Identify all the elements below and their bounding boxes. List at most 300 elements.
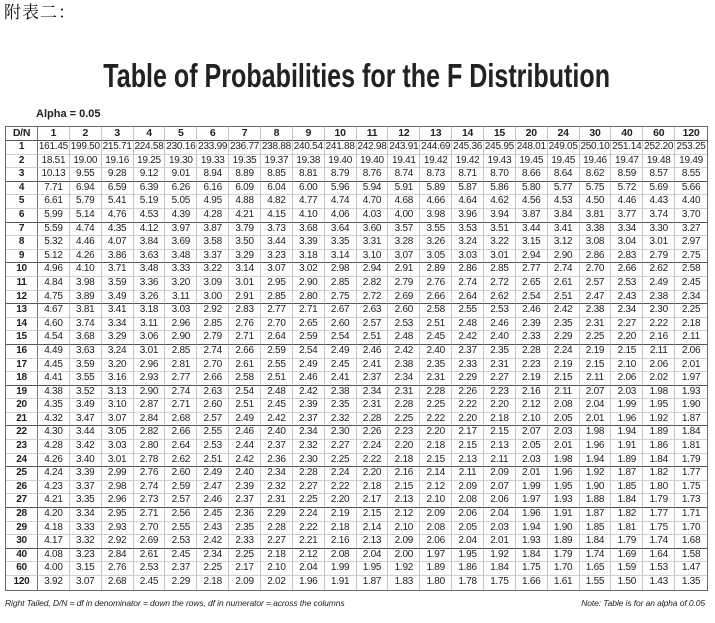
table-cell: 2.48 — [388, 331, 420, 345]
table-cell: 2.99 — [102, 467, 134, 481]
table-cell: 1.92 — [388, 562, 420, 576]
table-cell: 3.24 — [452, 236, 484, 250]
table-cell: 2.69 — [134, 535, 166, 549]
table-cell: 1.97 — [516, 494, 548, 508]
table-cell: 2.85 — [325, 277, 357, 291]
table-cell: 2.34 — [293, 426, 325, 440]
table-cell: 1.50 — [611, 576, 643, 590]
table-cell: 2.24 — [548, 345, 580, 359]
row-header: 18 — [6, 372, 38, 386]
column-header: 10 — [325, 127, 357, 141]
table-cell: 2.91 — [229, 291, 261, 305]
table-cell: 2.47 — [580, 291, 612, 305]
table-cell: 5.66 — [675, 182, 707, 196]
table-cell: 2.71 — [134, 508, 166, 522]
table-cell: 2.38 — [325, 386, 357, 400]
table-cell: 2.97 — [675, 236, 707, 250]
table-cell: 3.69 — [165, 236, 197, 250]
table-cell: 4.77 — [293, 195, 325, 209]
table-cell: 2.49 — [229, 413, 261, 427]
table-cell: 3.73 — [261, 223, 293, 237]
table-cell: 6.04 — [261, 182, 293, 196]
table-cell: 1.95 — [357, 562, 389, 576]
table-cell: 4.38 — [38, 386, 70, 400]
table-cell: 4.82 — [261, 195, 293, 209]
table-cell: 8.55 — [675, 168, 707, 182]
footnote-left: Right Tailed, D/N = df in denominator = down the rows, df in numerator = across the columns — [5, 598, 345, 608]
table-cell: 3.31 — [357, 236, 389, 250]
table-cell: 2.77 — [516, 263, 548, 277]
table-cell: 1.96 — [548, 467, 580, 481]
table-cell: 2.23 — [388, 426, 420, 440]
table-cell: 1.93 — [516, 535, 548, 549]
table-cell: 6.26 — [165, 182, 197, 196]
table-cell: 2.29 — [261, 508, 293, 522]
table-cell: 2.01 — [516, 467, 548, 481]
table-cell: 1.87 — [675, 413, 707, 427]
table-cell: 4.43 — [643, 195, 675, 209]
table-cell: 3.59 — [70, 359, 102, 373]
table-cell: 2.76 — [420, 277, 452, 291]
table-cell: 3.39 — [293, 236, 325, 250]
table-cell: 4.21 — [229, 209, 261, 223]
table-cell: 8.64 — [548, 168, 580, 182]
table-cell: 3.01 — [229, 277, 261, 291]
table-cell: 4.54 — [38, 331, 70, 345]
row-header: 23 — [6, 440, 38, 454]
table-cell: 2.42 — [452, 331, 484, 345]
table-cell: 1.66 — [516, 576, 548, 590]
table-cell: 2.84 — [134, 413, 166, 427]
table-cell: 3.36 — [134, 277, 166, 291]
table-cell: 2.45 — [675, 277, 707, 291]
table-cell: 2.19 — [580, 345, 612, 359]
table-cell: 2.40 — [229, 467, 261, 481]
table-cell: 2.28 — [420, 386, 452, 400]
table-cell: 2.56 — [165, 508, 197, 522]
table-cell: 4.15 — [261, 209, 293, 223]
table-cell: 8.79 — [325, 168, 357, 182]
table-cell: 249.05 — [548, 141, 580, 155]
table-cell: 6.39 — [134, 182, 166, 196]
table-cell: 3.00 — [197, 291, 229, 305]
column-header: 20 — [516, 127, 548, 141]
table-cell: 2.89 — [420, 263, 452, 277]
table-cell: 2.62 — [165, 454, 197, 468]
table-cell: 2.70 — [134, 522, 166, 536]
table-cell: 3.03 — [165, 304, 197, 318]
table-cell: 2.34 — [357, 386, 389, 400]
table-cell: 2.38 — [580, 304, 612, 318]
table-cell: 2.07 — [580, 386, 612, 400]
table-cell: 5.89 — [420, 182, 452, 196]
table-cell: 2.15 — [452, 440, 484, 454]
table-cell: 1.90 — [548, 522, 580, 536]
column-header: 1 — [38, 127, 70, 141]
table-cell: 2.85 — [197, 318, 229, 332]
table-cell: 3.47 — [70, 413, 102, 427]
table-cell: 3.15 — [516, 236, 548, 250]
table-cell: 2.54 — [516, 291, 548, 305]
table-cell: 2.41 — [325, 372, 357, 386]
table-cell: 3.07 — [261, 263, 293, 277]
table-cell: 2.71 — [229, 331, 261, 345]
table-cell: 2.83 — [229, 304, 261, 318]
table-cell: 253.25 — [675, 141, 707, 155]
table-cell: 2.34 — [675, 291, 707, 305]
table-cell: 5.99 — [38, 209, 70, 223]
table-cell: 4.30 — [38, 426, 70, 440]
table-cell: 3.14 — [229, 263, 261, 277]
table-cell: 3.52 — [70, 386, 102, 400]
table-cell: 5.69 — [643, 182, 675, 196]
table-cell: 3.12 — [548, 236, 580, 250]
table-cell: 2.55 — [165, 522, 197, 536]
column-header: 15 — [484, 127, 516, 141]
table-cell: 2.46 — [357, 345, 389, 359]
table-cell: 2.82 — [134, 426, 166, 440]
table-cell: 2.96 — [165, 318, 197, 332]
table-cell: 2.72 — [357, 291, 389, 305]
table-cell: 3.81 — [580, 209, 612, 223]
table-cell: 2.07 — [516, 426, 548, 440]
table-cell: 2.16 — [325, 535, 357, 549]
table-cell: 2.72 — [484, 277, 516, 291]
table-cell: 2.24 — [293, 508, 325, 522]
table-cell: 2.64 — [261, 331, 293, 345]
table-cell: 5.91 — [388, 182, 420, 196]
table-cell: 3.84 — [134, 236, 166, 250]
table-cell: 3.57 — [388, 223, 420, 237]
table-cell: 1.80 — [420, 576, 452, 590]
table-cell: 4.95 — [197, 195, 229, 209]
table-cell: 2.33 — [229, 535, 261, 549]
table-cell: 1.86 — [643, 440, 675, 454]
table-cell: 1.75 — [675, 481, 707, 495]
table-cell: 2.27 — [611, 318, 643, 332]
table-cell: 2.22 — [325, 481, 357, 495]
table-cell: 1.79 — [548, 549, 580, 563]
row-header: 8 — [6, 236, 38, 250]
table-cell: 4.60 — [38, 318, 70, 332]
table-cell: 1.71 — [675, 508, 707, 522]
table-cell: 3.07 — [70, 576, 102, 590]
table-cell: 4.64 — [452, 195, 484, 209]
table-cell: 3.97 — [165, 223, 197, 237]
table-cell: 8.57 — [643, 168, 675, 182]
table-cell: 248.01 — [516, 141, 548, 155]
table-cell: 8.74 — [388, 168, 420, 182]
column-header: 6 — [197, 127, 229, 141]
table-cell: 3.37 — [197, 250, 229, 264]
table-cell: 2.31 — [357, 399, 389, 413]
table-cell: 4.07 — [102, 236, 134, 250]
table-cell: 19.42 — [420, 155, 452, 169]
table-cell: 2.73 — [134, 494, 166, 508]
table-cell: 199.50 — [70, 141, 102, 155]
corner-header: D/N — [6, 127, 38, 141]
table-cell: 3.92 — [38, 576, 70, 590]
table-cell: 2.96 — [134, 359, 166, 373]
table-cell: 2.12 — [420, 481, 452, 495]
table-cell: 2.40 — [261, 426, 293, 440]
table-cell: 4.21 — [38, 494, 70, 508]
row-header: 21 — [6, 413, 38, 427]
table-cell: 2.17 — [229, 562, 261, 576]
table-cell: 3.55 — [420, 223, 452, 237]
table-cell: 5.75 — [580, 182, 612, 196]
table-cell: 1.74 — [643, 535, 675, 549]
table-cell: 2.85 — [484, 263, 516, 277]
table-cell: 4.68 — [388, 195, 420, 209]
table-cell: 19.40 — [325, 155, 357, 169]
table-cell: 3.01 — [643, 236, 675, 250]
table-cell: 2.49 — [197, 467, 229, 481]
table-cell: 2.64 — [165, 440, 197, 454]
table-cell: 8.62 — [580, 168, 612, 182]
table-cell: 19.47 — [611, 155, 643, 169]
table-cell: 2.57 — [357, 318, 389, 332]
table-cell: 1.92 — [580, 467, 612, 481]
table-cell: 8.94 — [197, 168, 229, 182]
table-cell: 2.45 — [261, 399, 293, 413]
table-cell: 2.37 — [293, 413, 325, 427]
table-cell: 2.74 — [165, 386, 197, 400]
table-cell: 2.85 — [165, 345, 197, 359]
table-cell: 2.09 — [484, 467, 516, 481]
table-cell: 2.90 — [293, 277, 325, 291]
table-cell: 2.38 — [388, 359, 420, 373]
table-cell: 1.90 — [580, 481, 612, 495]
table-cell: 1.75 — [643, 522, 675, 536]
table-cell: 1.85 — [611, 481, 643, 495]
table-cell: 2.40 — [420, 345, 452, 359]
table-cell: 2.59 — [293, 331, 325, 345]
table-cell: 2.38 — [643, 291, 675, 305]
table-cell: 2.45 — [165, 549, 197, 563]
table-cell: 2.95 — [261, 277, 293, 291]
table-cell: 2.24 — [325, 467, 357, 481]
table-cell: 2.25 — [388, 413, 420, 427]
table-cell: 2.32 — [325, 413, 357, 427]
column-header: 24 — [548, 127, 580, 141]
table-cell: 244.69 — [420, 141, 452, 155]
table-cell: 5.79 — [70, 195, 102, 209]
table-cell: 2.59 — [165, 481, 197, 495]
table-cell: 2.74 — [134, 481, 166, 495]
table-cell: 19.00 — [70, 155, 102, 169]
table-cell: 8.59 — [611, 168, 643, 182]
row-header: 14 — [6, 318, 38, 332]
table-cell: 19.45 — [516, 155, 548, 169]
table-cell: 2.39 — [516, 318, 548, 332]
table-cell: 2.20 — [388, 440, 420, 454]
table-cell: 1.78 — [452, 576, 484, 590]
table-cell: 1.84 — [611, 494, 643, 508]
table-cell: 2.23 — [484, 386, 516, 400]
table-cell: 8.76 — [357, 168, 389, 182]
table-cell: 2.75 — [325, 291, 357, 305]
table-cell: 2.18 — [325, 522, 357, 536]
table-cell: 2.77 — [165, 372, 197, 386]
table-cell: 4.74 — [70, 223, 102, 237]
table-cell: 3.59 — [102, 277, 134, 291]
table-cell: 2.45 — [197, 508, 229, 522]
table-cell: 2.06 — [675, 345, 707, 359]
table-cell: 2.98 — [102, 481, 134, 495]
table-cell: 3.35 — [325, 236, 357, 250]
table-cell: 2.67 — [325, 304, 357, 318]
row-header: 10 — [6, 263, 38, 277]
table-cell: 2.37 — [261, 440, 293, 454]
table-cell: 2.28 — [516, 345, 548, 359]
column-header: 9 — [293, 127, 325, 141]
table-cell: 2.48 — [452, 318, 484, 332]
table-cell: 6.00 — [293, 182, 325, 196]
table-cell: 2.59 — [261, 345, 293, 359]
table-cell: 3.84 — [548, 209, 580, 223]
table-cell: 2.85 — [261, 291, 293, 305]
table-cell: 1.75 — [516, 562, 548, 576]
table-cell: 2.25 — [229, 549, 261, 563]
table-cell: 2.74 — [197, 345, 229, 359]
table-cell: 3.53 — [452, 223, 484, 237]
table-cell: 3.48 — [134, 263, 166, 277]
table-cell: 2.19 — [516, 372, 548, 386]
table-cell: 3.41 — [548, 223, 580, 237]
table-cell: 2.79 — [197, 331, 229, 345]
table-cell: 1.98 — [643, 386, 675, 400]
table-cell: 5.86 — [484, 182, 516, 196]
table-cell: 2.49 — [325, 345, 357, 359]
table-cell: 4.03 — [357, 209, 389, 223]
table-cell: 2.22 — [643, 318, 675, 332]
row-header: 22 — [6, 426, 38, 440]
table-cell: 1.97 — [675, 372, 707, 386]
table-cell: 5.19 — [134, 195, 166, 209]
table-cell: 2.76 — [102, 562, 134, 576]
table-cell: 1.80 — [643, 481, 675, 495]
table-cell: 3.03 — [452, 250, 484, 264]
column-header: 14 — [452, 127, 484, 141]
table-cell: 2.84 — [102, 549, 134, 563]
table-cell: 2.08 — [325, 549, 357, 563]
table-cell: 3.34 — [70, 508, 102, 522]
table-cell: 2.71 — [293, 304, 325, 318]
table-cell: 19.33 — [197, 155, 229, 169]
table-cell: 2.40 — [484, 331, 516, 345]
table-cell: 3.79 — [229, 223, 261, 237]
table-cell: 3.01 — [102, 454, 134, 468]
table-cell: 2.33 — [452, 359, 484, 373]
table-cell: 2.35 — [229, 522, 261, 536]
table-cell: 6.09 — [229, 182, 261, 196]
table-cell: 1.47 — [675, 562, 707, 576]
table-cell: 2.25 — [580, 331, 612, 345]
table-cell: 3.49 — [102, 291, 134, 305]
table-cell: 3.02 — [293, 263, 325, 277]
table-cell: 8.66 — [516, 168, 548, 182]
table-cell: 2.45 — [325, 359, 357, 373]
table-cell: 2.46 — [516, 304, 548, 318]
table-cell: 2.25 — [675, 304, 707, 318]
column-header: 3 — [102, 127, 134, 141]
table-cell: 2.08 — [548, 399, 580, 413]
table-cell: 2.31 — [484, 359, 516, 373]
table-cell: 4.00 — [388, 209, 420, 223]
table-cell: 1.81 — [611, 522, 643, 536]
table-cell: 2.18 — [261, 549, 293, 563]
table-cell: 8.73 — [420, 168, 452, 182]
table-cell: 2.87 — [134, 399, 166, 413]
row-header: 2 — [6, 155, 38, 169]
table-cell: 4.40 — [675, 195, 707, 209]
table-cell: 3.86 — [102, 250, 134, 264]
table-cell: 8.71 — [452, 168, 484, 182]
table-cell: 2.06 — [452, 508, 484, 522]
table-cell: 5.41 — [102, 195, 134, 209]
table-cell: 3.44 — [516, 223, 548, 237]
table-cell: 2.15 — [388, 481, 420, 495]
table-cell: 1.84 — [643, 454, 675, 468]
table-cell: 4.10 — [70, 263, 102, 277]
table-cell: 3.33 — [70, 522, 102, 536]
table-cell: 2.37 — [165, 562, 197, 576]
row-header: 25 — [6, 467, 38, 481]
table-cell: 3.29 — [102, 331, 134, 345]
table-cell: 2.75 — [675, 250, 707, 264]
table-cell: 1.90 — [675, 399, 707, 413]
table-cell: 3.18 — [134, 304, 166, 318]
table-cell: 1.95 — [548, 481, 580, 495]
table-cell: 2.96 — [102, 494, 134, 508]
table-cell: 2.13 — [357, 535, 389, 549]
table-cell: 1.73 — [675, 494, 707, 508]
table-cell: 238.88 — [261, 141, 293, 155]
table-cell: 1.91 — [548, 508, 580, 522]
table-cell: 4.23 — [38, 481, 70, 495]
table-cell: 4.70 — [357, 195, 389, 209]
table-cell: 3.74 — [70, 318, 102, 332]
table-cell: 2.04 — [580, 399, 612, 413]
table-cell: 230.16 — [165, 141, 197, 155]
table-cell: 4.49 — [38, 345, 70, 359]
table-cell: 2.35 — [548, 318, 580, 332]
table-cell: 4.28 — [197, 209, 229, 223]
table-cell: 2.13 — [388, 494, 420, 508]
table-cell: 3.98 — [70, 277, 102, 291]
column-header: 40 — [611, 127, 643, 141]
table-cell: 2.74 — [548, 263, 580, 277]
column-header: 4 — [134, 127, 166, 141]
table-cell: 4.28 — [38, 440, 70, 454]
appendix-caption: 附表二： — [4, 3, 76, 23]
table-cell: 2.46 — [197, 494, 229, 508]
row-header: 5 — [6, 195, 38, 209]
table-cell: 2.03 — [611, 386, 643, 400]
table-cell: 6.94 — [70, 182, 102, 196]
table-cell: 1.92 — [484, 549, 516, 563]
table-cell: 2.12 — [388, 508, 420, 522]
table-cell: 3.63 — [134, 250, 166, 264]
table-cell: 215.71 — [102, 141, 134, 155]
table-cell: 19.42 — [452, 155, 484, 169]
table-cell: 2.22 — [293, 522, 325, 536]
table-cell: 8.85 — [261, 168, 293, 182]
table-cell: 2.86 — [452, 263, 484, 277]
table-cell: 4.08 — [38, 549, 70, 563]
table-cell: 1.77 — [675, 467, 707, 481]
